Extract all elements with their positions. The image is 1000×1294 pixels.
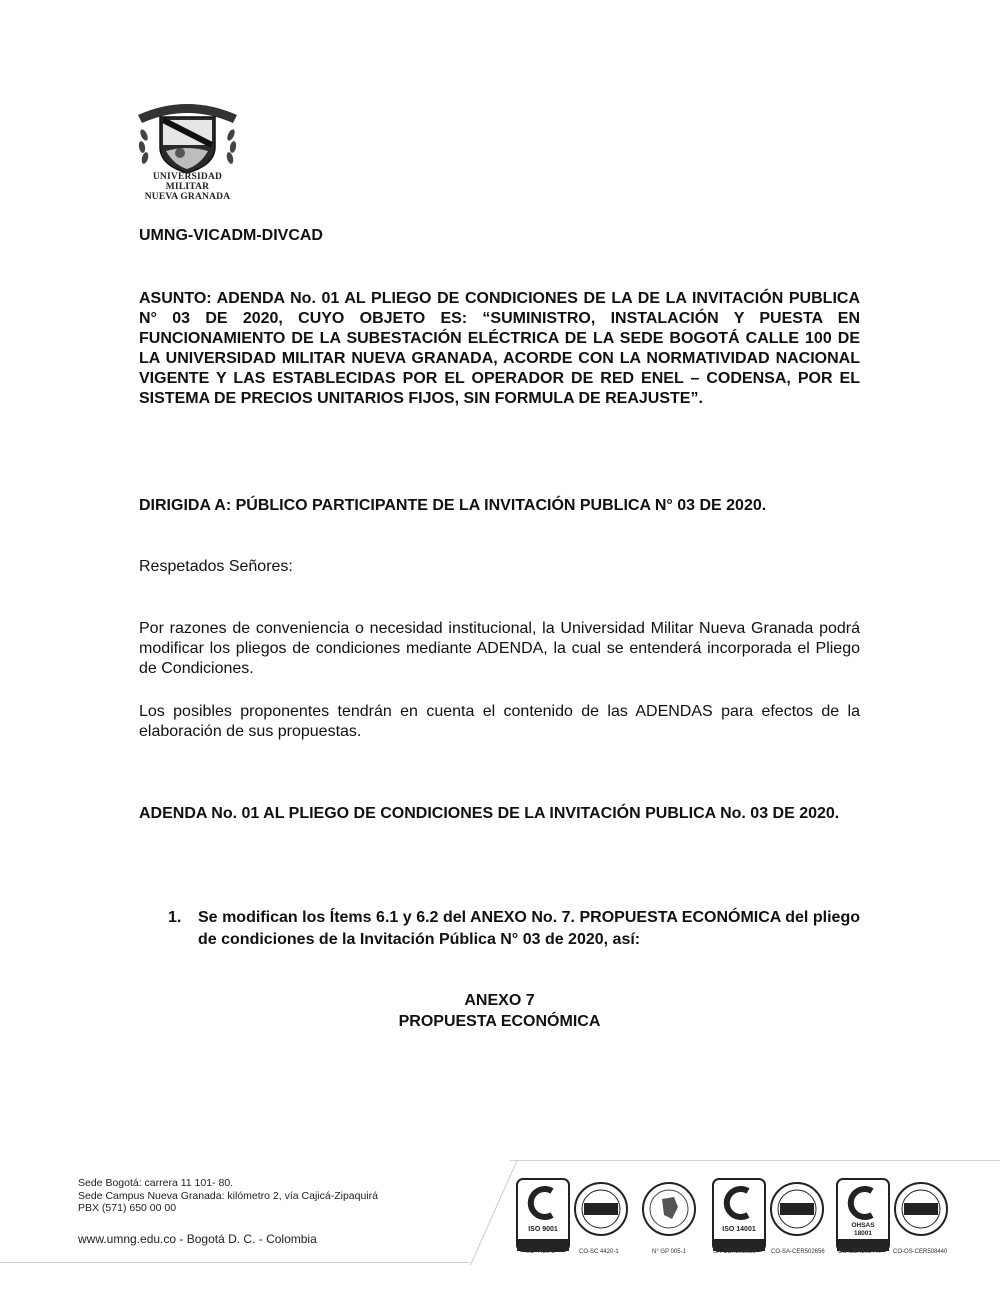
gp-certification-seal (640, 1177, 698, 1257)
logo-name-line2: NUEVA GRANADA (144, 192, 231, 202)
cert-code: SC 4420-1 (526, 1249, 555, 1255)
anexo-subtitle: PROPUESTA ECONÓMICA (398, 1013, 601, 1030)
cert-divider (510, 1160, 1000, 1161)
footer-address (78, 1177, 378, 1215)
cert-code: CO-OS-CER508440 (893, 1249, 948, 1255)
adenda-title: ADENDA No. 01 AL PLIEGO DE CONDICIONES DE LA INVITACIÓN PUBLICA No. 03 DE 2020. (139, 805, 840, 822)
paragraph-proponentes: Los posibles proponentes tendrán en cuenta el contenido de las ADENDAS para efectos de la elaboración de sus propuestas. (139, 703, 860, 740)
iqnet-seal (572, 1177, 630, 1257)
cert-slant-divider (470, 1160, 518, 1265)
icontec-ohsas18001-seal (834, 1177, 892, 1257)
svg-text:18001: 18001 (853, 1230, 873, 1237)
cert-code: SA-CER502658 (713, 1249, 756, 1255)
footer-line-2: Sede Campus Nueva Granada: kilómetro 2, vía Cajicá-Zipaquirá (78, 1189, 378, 1202)
icontec-iso9001-seal (514, 1177, 572, 1257)
iqnet-seal (768, 1177, 826, 1257)
svg-text:OHSAS: OHSAS (851, 1222, 875, 1229)
paragraph-conveniencia: Por razones de conveniencia o necesidad institucional, la Universidad Militar Nueva Granada podrá modificar los pliegos de condiciones mediante ADENDA, la cual se entenderá incorporada el Pliego de Condiciones. (139, 620, 860, 677)
asunto-paragraph: ASUNTO: ADENDA No. 01 AL PLIEGO DE CONDICIONES DE LA DE LA INVITACIÓN PUBLICA N° 03 DE 2020, CUYO OBJETO ES: “SUMINISTRO, INSTALACIÓN Y PUESTA EN FUNCIONAMIENTO DE LA SUBESTACIÓN ELÉCTRICA DE LA SEDE BOGOTÁ CALLE 100 DE LA UNIVERSIDAD MILITAR NUEVA GRANADA, ACORDE CON LA NORMATIVIDAD NACIONAL VIGENTE Y LAS ESTABLECIDAS POR EL OPERADOR DE RED ENEL – CODENSA, POR EL SISTEMA DE PRECIOS UNITARIOS FIJOS, SIN FORMULA DE REAJUSTE”. (139, 290, 860, 407)
svg-text:ISO 9001: ISO 9001 (528, 1226, 558, 1233)
footer-divider (0, 1262, 470, 1263)
logo-name-line1: UNIVERSIDAD MILITAR (152, 172, 223, 192)
anexo-title: ANEXO 7 (464, 992, 535, 1009)
cert-code: OS-CER508440 (838, 1249, 882, 1255)
anexo-heading (139, 990, 860, 1032)
dirigida-line: DIRIGIDA A: PÚBLICO PARTICIPANTE DE LA INVITACIÓN PUBLICA N° 03 DE 2020. (139, 497, 767, 514)
greeting: Respetados Señores: (139, 558, 293, 575)
iqnet-seal (892, 1177, 950, 1257)
list-item-number: 1. (168, 909, 182, 926)
svg-text:ISO 14001: ISO 14001 (722, 1226, 756, 1233)
cert-code: CO-SC 4420-1 (579, 1249, 619, 1255)
cert-code: CO-SA-CER502656 (771, 1249, 825, 1255)
document-code: UMNG-VICADM-DIVCAD (139, 227, 323, 244)
footer-line-1: Sede Bogotá: carrera 11 101- 80. (78, 1177, 234, 1189)
icontec-iso14001-seal (710, 1177, 768, 1257)
list-item-text: Se modifican los Ítems 6.1 y 6.2 del ANEXO No. 7. PROPUESTA ECONÓMICA del pliego de condiciones de la Invitación Pública N° 03 de 2020, así: (198, 909, 860, 948)
footer-line-3: PBX (571) 650 00 00 (78, 1202, 177, 1214)
logo-wordmark (130, 172, 245, 202)
list-item (168, 907, 860, 951)
cert-code: N° GP 005-1 (652, 1249, 686, 1255)
footer-website: www.umng.edu.co - Bogotá D. C. - Colombia (78, 1232, 317, 1246)
